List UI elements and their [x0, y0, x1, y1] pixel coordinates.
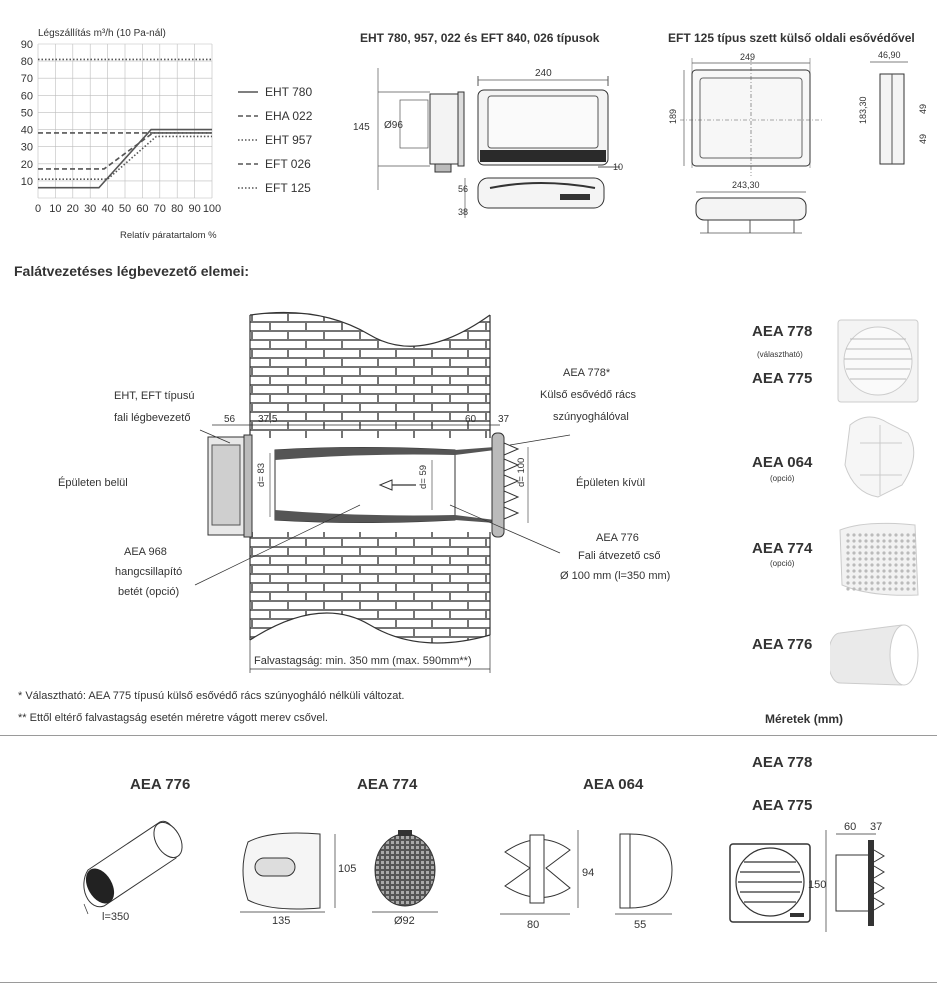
aea968-label-1: AEA 968	[124, 546, 167, 558]
mesh-dot	[894, 545, 897, 548]
chart-xtick: 0	[34, 203, 42, 215]
chart-legend-label: EFT 125	[265, 181, 311, 195]
chart-xtick: 10	[49, 203, 62, 215]
mesh-dot	[852, 575, 855, 578]
mesh-dot	[876, 557, 879, 560]
mesh-dot	[858, 581, 861, 584]
bottom-aea064-title: AEA 064	[583, 776, 644, 793]
mesh-dot	[900, 557, 903, 560]
mesh-dot	[864, 557, 867, 560]
chart-ytick: 30	[20, 141, 33, 154]
mesh-dot	[882, 581, 885, 584]
mesh-dot	[906, 569, 909, 572]
mesh-dot	[858, 551, 861, 554]
bottom-aea774-h: 105	[338, 863, 357, 875]
eht-label-1: EHT, EFT típusú	[114, 390, 195, 402]
mesh-dot	[906, 545, 909, 548]
mesh-dot	[846, 587, 849, 590]
mesh-dot	[852, 569, 855, 572]
mesh-dot	[888, 557, 891, 560]
mesh-dot	[858, 539, 861, 542]
dim-10: 10	[613, 162, 624, 172]
mesh-dot	[888, 551, 891, 554]
mesh-dot	[870, 587, 873, 590]
mesh-dot	[870, 539, 873, 542]
product-aea064-note: (opció)	[770, 474, 795, 483]
mesh-dot	[894, 563, 897, 566]
mesh-dot	[894, 587, 897, 590]
chart-xtick: 100	[202, 203, 222, 215]
mesh-dot	[852, 551, 855, 554]
mesh-dot	[852, 563, 855, 566]
mesh-dot	[846, 569, 849, 572]
wall-diagram	[0, 295, 730, 685]
product-aea775-label: AEA 775	[752, 370, 813, 387]
mesh-dot	[894, 539, 897, 542]
product-aea064-label: AEA 064	[752, 454, 813, 471]
bottom-aea778-d37: 37	[870, 821, 883, 833]
divider-top	[0, 735, 937, 736]
top-right-title: EFT 125 típus szett külső oldali esővédővel	[668, 31, 915, 45]
mesh-dot	[888, 533, 891, 536]
mesh-dot	[882, 575, 885, 578]
footnote-1: * Választható: AEA 775 típusú külső esővédő rács szúnyogháló nélküli változat.	[18, 690, 405, 702]
bottom-aea775-title: AEA 775	[752, 797, 813, 814]
mesh-dot	[900, 587, 903, 590]
mesh-dot	[864, 581, 867, 584]
mesh-dot	[912, 569, 915, 572]
bottom-aea778-d60: 60	[844, 821, 857, 833]
aea968-label-2: hangcsillapító	[115, 566, 183, 578]
chart-ytick: 20	[20, 158, 33, 171]
mesh-dot	[870, 557, 873, 560]
mesh-dot	[906, 539, 909, 542]
chart-ytick: 10	[20, 175, 33, 188]
mesh-dot	[888, 545, 891, 548]
mesh-dot	[876, 545, 879, 548]
mesh-dot	[900, 575, 903, 578]
mesh-dot	[888, 575, 891, 578]
mesh-dot	[864, 545, 867, 548]
mesh-dot	[900, 533, 903, 536]
airflow-chart	[0, 20, 330, 250]
chart-legend-label: EHT 780	[265, 85, 313, 99]
mesh-dot	[888, 587, 891, 590]
mesh-dot	[888, 581, 891, 584]
mesh-dot	[894, 533, 897, 536]
inside-label: Épületen belül	[58, 477, 128, 489]
aea778-label-3: szúnyoghálóval	[553, 411, 629, 423]
chart-xtick: 90	[188, 203, 201, 215]
divider-bottom	[0, 982, 937, 983]
dim-37w: 37	[498, 414, 510, 425]
mesh-dot	[852, 545, 855, 548]
dim-145: 145	[353, 122, 370, 133]
product-aea778-label: AEA 778	[752, 323, 813, 340]
mesh-dot	[870, 563, 873, 566]
mesh-dot	[894, 557, 897, 560]
mesh-dot	[900, 539, 903, 542]
aea776-label-3: Ø 100 mm (l=350 mm)	[560, 570, 671, 582]
bottom-aea064-h: 94	[582, 867, 595, 879]
outside-label: Épületen kívül	[576, 477, 646, 489]
mesh-dot	[852, 557, 855, 560]
mesh-dot	[864, 587, 867, 590]
mesh-dot	[876, 539, 879, 542]
mesh-dot	[864, 575, 867, 578]
section-heading: Falátvezetéses légbevezető elemei:	[14, 263, 250, 279]
mesh-dot	[900, 581, 903, 584]
dim-d83: d= 83	[256, 462, 267, 487]
mesh-dot	[906, 563, 909, 566]
chart-xtick: 60	[136, 203, 149, 215]
mesh-dot	[894, 551, 897, 554]
dim-249: 249	[740, 52, 756, 62]
mesh-dot	[870, 581, 873, 584]
mesh-dot	[900, 563, 903, 566]
bottom-aea778-h: 150	[808, 879, 827, 891]
chart-title: Légszállítás m³/h (10 Pa-nál)	[38, 28, 166, 39]
mesh-dot	[864, 563, 867, 566]
mesh-dot	[912, 563, 915, 566]
dim-96: Ø96	[384, 120, 403, 131]
mesh-dot	[876, 563, 879, 566]
mesh-dot	[882, 557, 885, 560]
mesh-dot	[864, 539, 867, 542]
mesh-dot	[858, 569, 861, 572]
eft125-dimension-drawing	[660, 48, 937, 248]
mesh-dot	[906, 575, 909, 578]
mesh-dot	[870, 569, 873, 572]
mesh-dot	[846, 581, 849, 584]
mesh-dot	[888, 563, 891, 566]
chart-ytick: 50	[20, 107, 33, 120]
dim-d100: d= 100	[516, 457, 527, 487]
mesh-dot	[846, 563, 849, 566]
mesh-dot	[876, 575, 879, 578]
mesh-dot	[900, 569, 903, 572]
mesh-dot	[906, 587, 909, 590]
mesh-dot	[876, 551, 879, 554]
bottom-aea776-l: l=350	[102, 911, 130, 923]
chart-ytick: 70	[20, 73, 33, 86]
mesh-dot	[846, 575, 849, 578]
dim-46: 46,90	[878, 50, 901, 60]
mesh-dot	[912, 533, 915, 536]
mesh-dot	[876, 587, 879, 590]
dim-60: 60	[465, 414, 477, 425]
bottom-aea064-w: 80	[527, 919, 540, 931]
dim-183: 183,30	[858, 96, 868, 124]
product-aea776-label: AEA 776	[752, 636, 813, 653]
aea968-label-3: betét (opció)	[118, 586, 180, 598]
chart-xtick: 20	[66, 203, 79, 215]
mesh-dot	[870, 551, 873, 554]
footnote-2: ** Ettől eltérő falvastagság esetén méretre vágott merev csővel.	[18, 712, 328, 724]
chart-ytick: 90	[20, 39, 33, 51]
mesh-dot	[912, 575, 915, 578]
bottom-aea774-title: AEA 774	[357, 776, 418, 793]
dim-37-5: 37,5	[258, 414, 278, 425]
mesh-dot	[882, 539, 885, 542]
mesh-dot	[882, 533, 885, 536]
mesh-dot	[864, 569, 867, 572]
chart-ticks	[21, 39, 221, 215]
aea776-label-1: AEA 776	[596, 532, 639, 544]
mesh-dot	[864, 533, 867, 536]
chart-ytick: 60	[20, 90, 33, 103]
chart-legend-label: EHT 957	[265, 133, 313, 147]
mesh-dot	[882, 551, 885, 554]
chart-xtick: 30	[84, 203, 97, 215]
mesh-dot	[858, 533, 861, 536]
dim-240: 240	[535, 68, 552, 79]
mesh-dot	[912, 545, 915, 548]
mesh-dot	[846, 539, 849, 542]
wall-thickness: Falvastagság: min. 350 mm (max. 590mm**)	[254, 655, 472, 667]
mesh-dot	[912, 557, 915, 560]
mesh-dot	[858, 563, 861, 566]
top-middle-title: EHT 780, 957, 022 és EFT 840, 026 típusok	[360, 31, 600, 45]
mesh-dot	[876, 533, 879, 536]
mesh-dot	[894, 581, 897, 584]
dim-38: 38	[458, 207, 469, 217]
mesh-dot	[906, 581, 909, 584]
bottom-aea778-title: AEA 778	[752, 754, 813, 771]
bottom-drawings	[0, 800, 937, 980]
chart-grid	[38, 44, 212, 198]
bottom-aea774-d: Ø92	[394, 915, 415, 927]
mesh-dot	[906, 533, 909, 536]
product-aea778-note: (választható)	[757, 350, 803, 359]
chart-xtick: 40	[101, 203, 114, 215]
mesh-dot	[846, 557, 849, 560]
mesh-dot	[882, 569, 885, 572]
mesh-dot	[888, 569, 891, 572]
dim-56w: 56	[224, 414, 236, 425]
mesh-dot	[894, 569, 897, 572]
mesh-dot	[846, 533, 849, 536]
mesh-dot	[912, 539, 915, 542]
aea776-label-2: Fali átvezető cső	[578, 550, 661, 562]
mesh-dot	[870, 533, 873, 536]
mesh-dot	[858, 587, 861, 590]
mesh-dot	[870, 575, 873, 578]
mesh-dot	[912, 587, 915, 590]
chart-legend-label: EFT 026	[265, 157, 311, 171]
dim-243: 243,30	[732, 180, 760, 190]
chart-legend-label: EHA 022	[265, 109, 313, 123]
mesh-dot	[864, 551, 867, 554]
chart-legend	[238, 85, 313, 195]
mesh-dot	[858, 557, 861, 560]
dim-49a: 49	[918, 103, 928, 114]
chart-xlabel: Relatív páratartalom %	[120, 230, 217, 241]
mesh-dot	[894, 575, 897, 578]
mesh-dot	[906, 551, 909, 554]
mesh-dot	[858, 545, 861, 548]
dim-56: 56	[458, 184, 469, 194]
eht-dimension-drawing	[350, 50, 640, 250]
aea778-label-2: Külső esővédő rács	[540, 389, 636, 401]
chart-xtick: 70	[153, 203, 166, 215]
chart-xtick: 50	[118, 203, 132, 215]
product-aea774-label: AEA 774	[752, 540, 813, 557]
dim-49b: 49	[918, 133, 928, 144]
aea778-label-1: AEA 778*	[563, 367, 611, 379]
mesh-dot	[852, 533, 855, 536]
mesh-dot	[852, 539, 855, 542]
mesh-dot	[870, 545, 873, 548]
chart-ytick: 80	[20, 56, 33, 69]
mesh-dot	[876, 569, 879, 572]
eht-label-2: fali légbevezető	[114, 412, 191, 424]
bottom-aea774-w: 135	[272, 915, 291, 927]
mesh-dot	[906, 557, 909, 560]
mesh-dot	[846, 551, 849, 554]
dim-d59: d= 59	[418, 464, 429, 489]
mesh-dot	[858, 575, 861, 578]
product-aea774-note: (opció)	[770, 559, 795, 568]
mesh-dot	[846, 545, 849, 548]
mesh-dot	[912, 581, 915, 584]
mesh-dot	[882, 545, 885, 548]
mesh-dot	[888, 539, 891, 542]
bottom-aea064-d: 55	[634, 919, 647, 931]
chart-xtick: 80	[171, 203, 184, 215]
mesh-dot	[900, 551, 903, 554]
mesh-dot	[876, 581, 879, 584]
dimensions-label: Méretek (mm)	[765, 712, 844, 726]
mesh-dot	[852, 587, 855, 590]
mesh-dot	[882, 563, 885, 566]
mesh-dot	[852, 581, 855, 584]
mesh-dot	[882, 587, 885, 590]
product-images	[830, 315, 925, 695]
chart-ytick: 40	[20, 124, 33, 137]
dim-189: 189	[668, 108, 678, 124]
mesh-dot	[900, 545, 903, 548]
bottom-aea776-title: AEA 776	[130, 776, 191, 793]
mesh-dot	[912, 551, 915, 554]
